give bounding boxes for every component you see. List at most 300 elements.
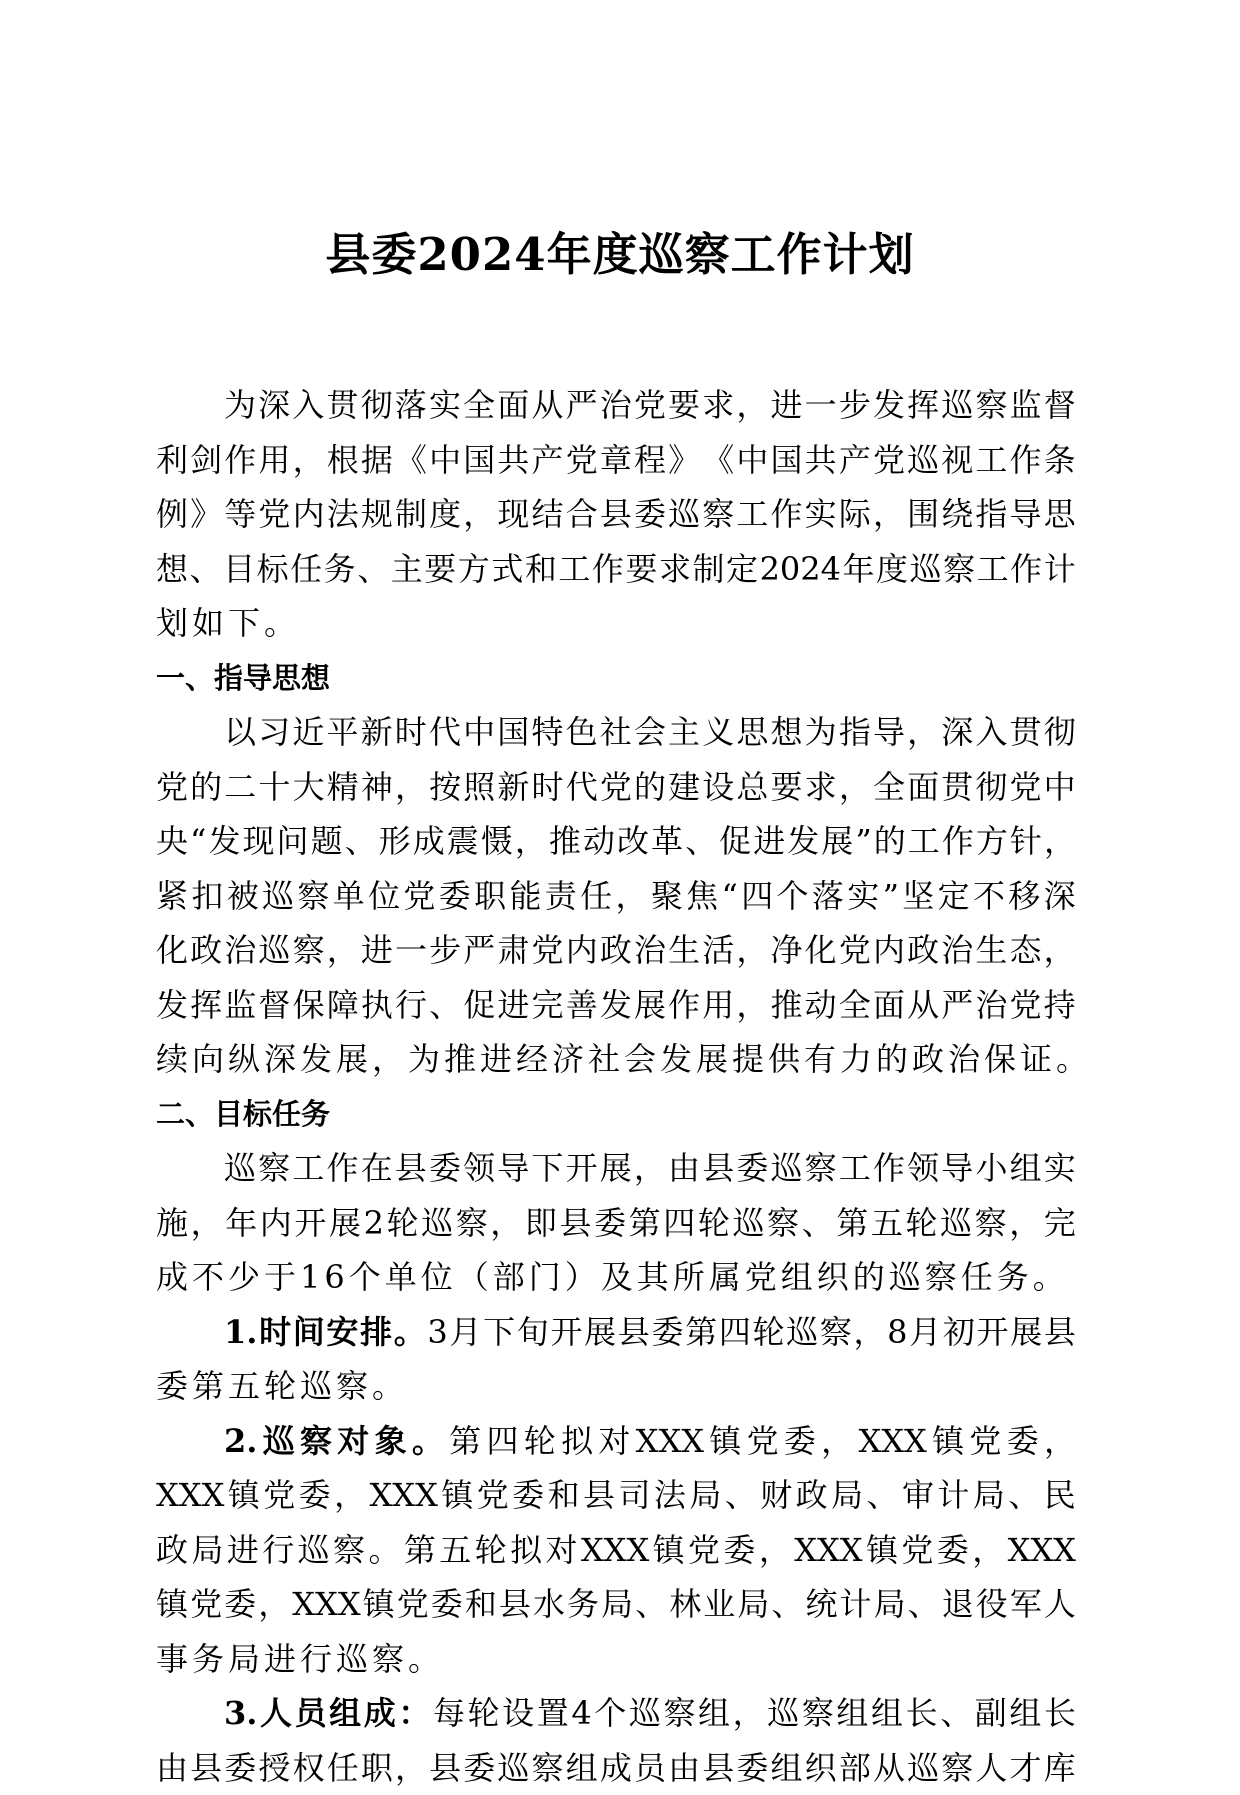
text-char: 障 <box>327 978 359 1033</box>
item-label-char: 。 <box>394 1305 426 1360</box>
text-char: 轮 <box>475 1523 507 1578</box>
text-char: 代 <box>429 705 461 760</box>
text-char: 严 <box>566 378 598 433</box>
text-char: 治 <box>224 923 256 978</box>
text-char: 镇 <box>156 1577 188 1632</box>
text-char: 个 <box>777 869 809 924</box>
paragraph-line <box>156 1359 1076 1414</box>
text-char: 制 <box>395 487 427 542</box>
text-char: 按 <box>429 760 461 815</box>
text-char: 旬 <box>517 1305 549 1360</box>
section-heading-text: 二、目标任务 <box>156 1087 330 1142</box>
text-char: 内 <box>566 923 598 978</box>
text-char: 林 <box>669 1577 701 1632</box>
text-char: 彻 <box>975 760 1007 815</box>
text-char: 巡 <box>668 487 700 542</box>
text-char: 军 <box>1010 1577 1042 1632</box>
text-char: 》 <box>190 487 222 542</box>
text-char: 入 <box>292 378 324 433</box>
text-char: 条 <box>1044 433 1076 488</box>
text-char: 委 <box>512 1468 544 1523</box>
item-label-char: 时 <box>259 1305 291 1360</box>
text-char: 围 <box>907 487 939 542</box>
text-char: ， <box>972 1523 1004 1578</box>
text-char: 从 <box>531 378 563 433</box>
text-char: 工 <box>292 1141 324 1196</box>
text-char: 紧 <box>156 869 188 924</box>
text-char: 察 <box>702 487 734 542</box>
text-char: 库 <box>1044 1741 1076 1795</box>
text-char: 轮 <box>752 1305 784 1360</box>
text-char: 轮 <box>524 1414 556 1469</box>
text-char: ， <box>907 705 939 760</box>
text-char: 实 <box>847 869 879 924</box>
text-char: 等 <box>224 487 256 542</box>
text-char: 、 <box>429 978 461 1033</box>
text-char: 、 <box>771 1577 803 1632</box>
item-label-char: 人 <box>260 1686 292 1741</box>
text-char: 聚 <box>651 869 683 924</box>
text-char: 、 <box>725 1468 757 1523</box>
text-char: 视 <box>941 433 973 488</box>
text-char: 委 <box>431 1577 463 1632</box>
text-char: 彻 <box>1044 705 1076 760</box>
text-char: 组 <box>698 1686 730 1741</box>
text-char: 导 <box>873 705 905 760</box>
text-char: 副 <box>975 1686 1007 1741</box>
text-char: 党 <box>477 1468 509 1523</box>
text-char: 深 <box>258 378 290 433</box>
text-char: 展 <box>329 1196 361 1251</box>
text-char: 组 <box>836 1686 868 1741</box>
text-char: 责 <box>545 869 577 924</box>
text-char: 的 <box>874 814 906 869</box>
text-char: 深 <box>941 705 973 760</box>
text-char: 习 <box>258 705 290 760</box>
text-char: 党 <box>600 760 632 815</box>
text-char: 察 <box>297 869 329 924</box>
text-char: 改 <box>617 814 649 869</box>
text-char: 水 <box>533 1577 565 1632</box>
paragraph-line <box>156 1196 1076 1251</box>
text-char: 局 <box>737 1577 769 1632</box>
text-char: 委 <box>634 487 666 542</box>
text-char: 工 <box>975 433 1007 488</box>
text-char: 进 <box>753 814 785 869</box>
text-char: 第 <box>404 1523 436 1578</box>
text-char: 一 <box>395 923 427 978</box>
text-char: 巡 <box>224 1141 256 1196</box>
text-char: 组 <box>1009 1686 1041 1741</box>
text-char: 时 <box>395 705 427 760</box>
paragraph-line <box>156 869 1076 924</box>
paragraph-line <box>156 378 1076 433</box>
text-char: 现 <box>242 814 274 869</box>
text-char: 作 <box>942 814 974 869</box>
document-title: 县委2024年度巡察工作计划 <box>0 225 1240 285</box>
text-char: 规 <box>361 487 393 542</box>
text-char: 十 <box>258 760 290 815</box>
text-char: 月 <box>909 1305 941 1360</box>
text-char: 局 <box>689 1468 721 1523</box>
text-char: 县 <box>702 1141 734 1196</box>
text-char: 巡 <box>767 1686 799 1741</box>
text-char: 要 <box>424 542 456 597</box>
text-char: 要 <box>668 378 700 433</box>
paragraph-line-text: 划如下。 <box>156 596 300 651</box>
paragraph-line <box>156 978 1076 1033</box>
text-char: 中 <box>429 433 461 488</box>
text-char: 治 <box>941 923 973 978</box>
text-char: 镇 <box>228 1468 260 1523</box>
paragraph-line <box>156 1632 1076 1687</box>
text-char: 县 <box>190 1741 222 1795</box>
text-char: 党 <box>258 487 290 542</box>
text-char: 精 <box>327 760 359 815</box>
text-char: 巡 <box>298 1523 330 1578</box>
text-char: ， <box>736 978 768 1033</box>
text-char: 共 <box>805 433 837 488</box>
text-char: ， <box>736 378 768 433</box>
text-char: 持 <box>1044 978 1076 1033</box>
text-char: 县 <box>1044 1305 1076 1360</box>
text-char: 党 <box>156 760 188 815</box>
text-char: ， <box>490 1196 522 1251</box>
text-char: 色 <box>566 705 598 760</box>
text-char: 任 <box>290 542 322 597</box>
text-char: 发 <box>787 814 819 869</box>
text-char: ， <box>1044 923 1076 978</box>
text-char: 察 <box>293 923 325 978</box>
text-char: 巡 <box>262 869 294 924</box>
text-char: 察 <box>941 1741 973 1795</box>
text-char: 拟 <box>561 1414 593 1469</box>
text-char: 进 <box>361 923 393 978</box>
text-char: ， <box>854 1305 886 1360</box>
item-label-char: 1. <box>224 1305 257 1360</box>
text-char: 委 <box>784 1414 816 1469</box>
text-char: 的 <box>190 760 222 815</box>
text-char: 县 <box>429 1741 461 1795</box>
text-char: 由 <box>668 1141 700 1196</box>
text-char: 结 <box>532 487 564 542</box>
text-char: 治 <box>634 923 666 978</box>
text-char: 第 <box>836 1196 868 1251</box>
text-char: 委 <box>299 1468 331 1523</box>
text-char: 实 <box>429 378 461 433</box>
text-char: 新 <box>497 760 529 815</box>
text-char: ， <box>736 923 768 978</box>
text-char: 总 <box>736 760 768 815</box>
text-char: 对 <box>598 1414 630 1469</box>
paragraph-line <box>156 1523 1076 1578</box>
text-char: 任 <box>580 869 612 924</box>
text-char: 生 <box>668 923 700 978</box>
text-char: 巡 <box>629 1686 661 1741</box>
text-char: 展 <box>634 978 666 1033</box>
text-char: 个 <box>594 1686 626 1741</box>
text-char: 轮 <box>387 1196 419 1251</box>
text-char: 实 <box>805 487 837 542</box>
text-char: 小 <box>975 1141 1007 1196</box>
text-char: 新 <box>361 705 393 760</box>
text-char: 制 <box>693 542 725 597</box>
text-char: 根 <box>327 433 359 488</box>
text-char: 导 <box>497 1141 529 1196</box>
text-char: 察 <box>767 1196 799 1251</box>
text-char: 动 <box>805 978 837 1033</box>
text-char: 组 <box>871 1686 903 1741</box>
text-char: 委 <box>224 1577 256 1632</box>
text-char: 利 <box>156 433 188 488</box>
text-char: 8 <box>887 1305 907 1360</box>
paragraph-line <box>156 433 1076 488</box>
text-char: 委 <box>723 1523 755 1578</box>
text-char: 治 <box>975 978 1007 1033</box>
text-char: 行 <box>262 1523 294 1578</box>
text-char: 由 <box>668 1741 700 1795</box>
text-char: 式 <box>491 542 523 597</box>
section-heading <box>156 651 1076 706</box>
text-char: 促 <box>463 978 495 1033</box>
text-char: 思 <box>736 705 768 760</box>
text-char: 镇 <box>441 1468 473 1523</box>
item-label-char: 成 <box>364 1686 396 1741</box>
text-char: 党 <box>747 1414 779 1469</box>
item-label-char: 员 <box>295 1686 327 1741</box>
text-char: 国 <box>497 705 529 760</box>
text-char: 监 <box>1010 378 1042 433</box>
item-label-char: 3. <box>224 1686 257 1741</box>
text-char: 保 <box>293 978 325 1033</box>
text-char: 例 <box>156 487 188 542</box>
text-char: 、 <box>685 814 717 869</box>
text-char: 挥 <box>190 978 222 1033</box>
text-char: 委 <box>463 1741 495 1795</box>
text-char: 下 <box>531 1141 563 1196</box>
text-char: 发 <box>600 978 632 1033</box>
paragraph-line <box>156 1305 1076 1360</box>
text-char: 移 <box>1008 869 1040 924</box>
text-char: 社 <box>600 705 632 760</box>
text-char: 主 <box>391 542 423 597</box>
text-char: 以 <box>224 705 256 760</box>
text-char: 年 <box>225 1196 257 1251</box>
text-char: 党 <box>901 1523 933 1578</box>
text-char: 业 <box>703 1577 735 1632</box>
text-char: 政 <box>156 1523 188 1578</box>
text-char: XXX <box>636 1414 704 1469</box>
text-char: 题 <box>311 814 343 869</box>
text-char: 完 <box>532 978 564 1033</box>
text-char: 计 <box>1044 542 1076 597</box>
text-char: 局 <box>973 1468 1005 1523</box>
text-char: 法 <box>654 1468 686 1523</box>
paragraph-line <box>156 1468 1076 1523</box>
text-char: 监 <box>224 978 256 1033</box>
text-char: 照 <box>463 760 495 815</box>
text-char: 工 <box>558 542 590 597</box>
text-char: 设 <box>702 760 734 815</box>
text-char: 作 <box>592 542 624 597</box>
text-char: 生 <box>975 923 1007 978</box>
paragraph-line <box>156 760 1076 815</box>
text-char: 开 <box>550 1305 582 1360</box>
text-char: 镇 <box>653 1523 685 1578</box>
text-char: 县 <box>618 1305 650 1360</box>
section-heading <box>156 1087 1076 1142</box>
text-char: 化 <box>156 923 188 978</box>
text-char: 入 <box>975 705 1007 760</box>
text-char: 计 <box>937 1468 969 1523</box>
text-char: 政 <box>796 1468 828 1523</box>
item-label-char: 巡 <box>263 1414 295 1469</box>
text-char: 不 <box>973 869 1005 924</box>
text-char: 审 <box>902 1468 934 1523</box>
text-char: 镇 <box>866 1523 898 1578</box>
text-char: 开 <box>294 1196 326 1251</box>
text-char: 从 <box>907 978 939 1033</box>
text-char: 察 <box>456 1196 488 1251</box>
text-char: 月 <box>449 1305 481 1360</box>
text-char: 、 <box>190 542 222 597</box>
text-char: 党 <box>873 433 905 488</box>
text-char: 领 <box>907 1141 939 1196</box>
text-char: 慑 <box>481 814 513 869</box>
text-char: 作 <box>326 1141 358 1196</box>
text-char: 察 <box>258 1141 290 1196</box>
text-char: 《 <box>702 433 734 488</box>
item-label-char: 察 <box>300 1414 332 1469</box>
text-char: 每 <box>433 1686 465 1741</box>
text-char: 产 <box>532 433 564 488</box>
text-char: 能 <box>509 869 541 924</box>
text-char: 役 <box>976 1577 1008 1632</box>
text-char: 督 <box>1044 378 1076 433</box>
text-char: 员 <box>634 1741 666 1795</box>
text-char: 授 <box>258 1741 290 1795</box>
paragraph-line-text: 委第五轮巡察。 <box>156 1359 408 1414</box>
text-char: 贯 <box>326 378 358 433</box>
paragraph-line <box>156 1141 1076 1196</box>
text-char: 察 <box>333 1523 365 1578</box>
text-char: 委 <box>1007 1414 1039 1469</box>
text-char: 》 <box>668 433 700 488</box>
text-char: “ <box>190 814 206 869</box>
text-char: 近 <box>292 705 324 760</box>
text-char: 党 <box>263 1468 295 1523</box>
text-char: 特 <box>531 705 563 760</box>
text-char: 设 <box>502 1686 534 1741</box>
text-char: 局 <box>601 1577 633 1632</box>
text-char: 四 <box>741 869 773 924</box>
paragraph-line <box>156 1250 1076 1305</box>
text-char: ， <box>839 760 871 815</box>
text-char: 巡 <box>941 378 973 433</box>
text-char: XXX <box>370 1468 438 1523</box>
text-char: 和 <box>465 1577 497 1632</box>
text-char: 察 <box>532 1741 564 1795</box>
text-char: 拟 <box>510 1523 542 1578</box>
text-char: 2024 <box>760 542 841 597</box>
text-char: 要 <box>625 542 657 597</box>
paragraph-line-text: 成不少于16个单位（部门）及其所属党组织的巡察任务。 <box>156 1250 1069 1305</box>
text-char: 彻 <box>361 378 393 433</box>
text-char: 统 <box>805 1577 837 1632</box>
text-char: 轮 <box>905 1196 937 1251</box>
text-char: 想 <box>156 542 188 597</box>
text-char: 深 <box>1044 869 1076 924</box>
text-char: 净 <box>771 923 803 978</box>
text-char: 进 <box>227 1523 259 1578</box>
text-char: ， <box>515 814 547 869</box>
text-char: 初 <box>943 1305 975 1360</box>
text-char: 落 <box>395 378 427 433</box>
text-char: 度 <box>429 487 461 542</box>
text-char: 组 <box>771 1741 803 1795</box>
text-char: 委 <box>594 1196 626 1251</box>
text-char: 第 <box>629 1196 661 1251</box>
paragraph-line <box>156 596 1076 651</box>
text-char: 察 <box>975 378 1007 433</box>
text-char: 察 <box>975 1196 1007 1251</box>
text-char: 开 <box>566 1141 598 1196</box>
text-char: 委 <box>224 1741 256 1795</box>
text-char: 长 <box>906 1686 938 1741</box>
text-char: 察 <box>663 1686 695 1741</box>
text-char: 、 <box>908 1577 940 1632</box>
text-char: 作 <box>224 433 256 488</box>
text-char: 2 <box>364 1196 384 1251</box>
text-char: 镇 <box>709 1414 741 1469</box>
text-char: 落 <box>812 869 844 924</box>
text-char: 一 <box>805 378 837 433</box>
text-char: 党 <box>969 1414 1001 1469</box>
text-char: 会 <box>634 705 666 760</box>
text-char: 指 <box>975 487 1007 542</box>
text-char: 想 <box>771 705 803 760</box>
text-char: ， <box>293 433 325 488</box>
text-char: 进 <box>497 978 529 1033</box>
text-char: 局 <box>874 1577 906 1632</box>
paragraph-line-text: 续向纵深发展，为推进经济社会发展提供有力的政治保证。 <box>156 1032 1092 1087</box>
text-char: 思 <box>1044 487 1076 542</box>
text-char: ， <box>258 1577 290 1632</box>
text-char: 内 <box>260 1196 292 1251</box>
text-char: 察 <box>943 542 975 597</box>
text-char: 产 <box>839 433 871 488</box>
text-char: 作 <box>1010 433 1042 488</box>
text-char: 党 <box>634 378 666 433</box>
text-char: ， <box>759 1523 791 1578</box>
item-label-char: 安 <box>326 1305 358 1360</box>
text-char: XXX <box>794 1523 862 1578</box>
text-char: 作 <box>668 978 700 1033</box>
text-char: ” <box>883 869 899 924</box>
text-char: 督 <box>258 978 290 1033</box>
text-char: 五 <box>871 1196 903 1251</box>
text-char: 年 <box>843 542 875 597</box>
text-char: 化 <box>805 923 837 978</box>
text-char: 巡 <box>771 1141 803 1196</box>
text-char: 由 <box>156 1741 188 1795</box>
text-char: 动 <box>583 814 615 869</box>
text-char: 县 <box>559 1196 591 1251</box>
text-char: ， <box>873 487 905 542</box>
text-char: 严 <box>941 978 973 1033</box>
paragraph-line <box>156 705 1076 760</box>
text-char: 步 <box>429 923 461 978</box>
